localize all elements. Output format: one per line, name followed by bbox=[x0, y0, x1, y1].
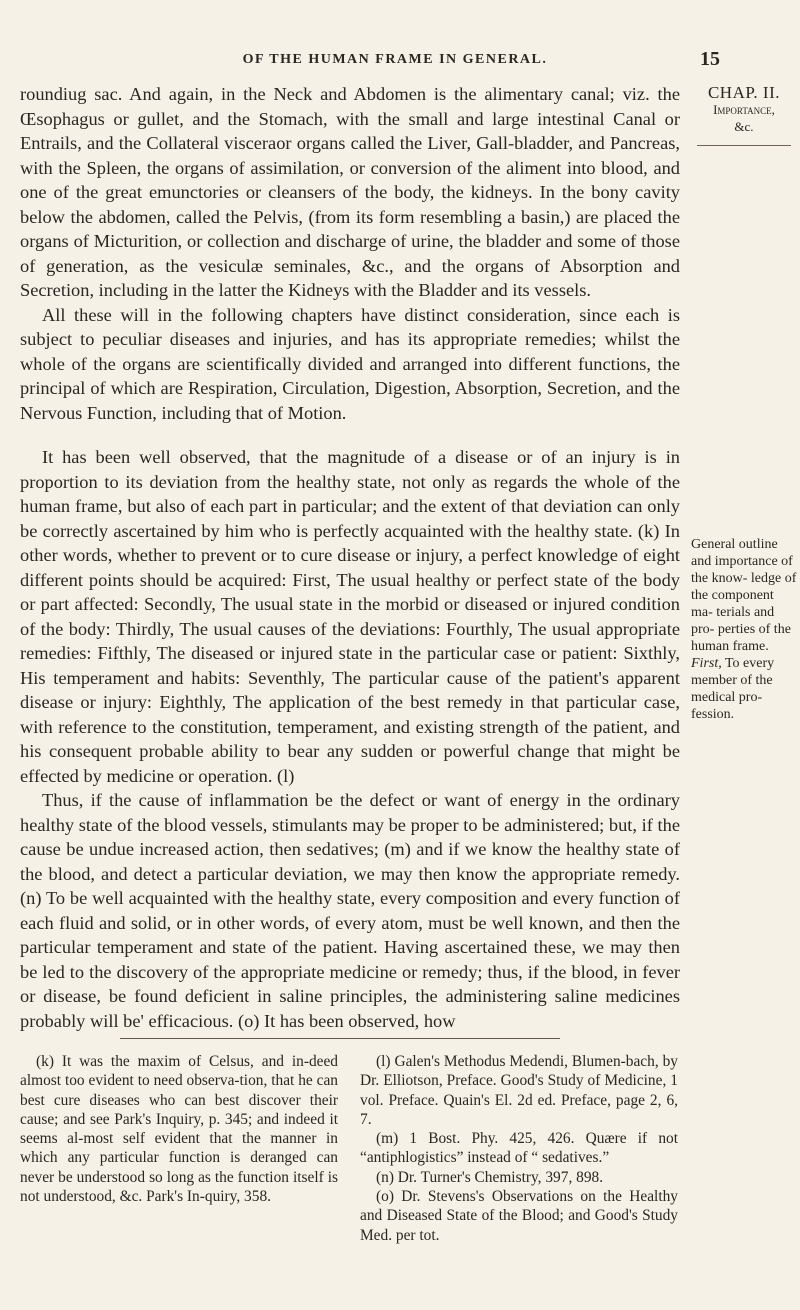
paragraph-4: Thus, if the cause of inflammation be the defect or want of energy in the ordinary healthy state of the blood vessels, stimulants may be proper to be administered; but, if the cause be undue increased action, then sedatives; (m) and if we know the healthy state of the blood, and detect a particular deviation, we may then know the appropriate remedy. (n) To be well acquainted with the healthy state, every composition and every function of each fluid and solid, or in other words, of every atom, must be well known, and then the particular temperament and state of the patient. Having ascertained these, we may then be led to the discovery of the appropriate medicine or remedy; thus, if the blood, in fever or disease, be found deficient in saline principles, the administering saline medicines probably will be' efficacious. (o) It has been observed, how bbox=[20, 790, 680, 1031]
footnotes-left bbox=[20, 1052, 338, 1206]
importance-label: Importance, bbox=[713, 102, 775, 117]
paragraph-2: All these will in the following chapters have distinct consideration, since each is subject to peculiar diseases and injuries, and has its appropriate remedies; whilst the whole of the organs are scientifically divided and arranged into different functions, the principal of which are Respiration, Circulation, Digestion, Absorption, Secretion, and the Nervous Function, including that of Motion. bbox=[20, 304, 680, 423]
margin-note-chapter bbox=[691, 84, 797, 146]
margin-rule bbox=[697, 145, 791, 146]
paragraph-3: It has been well observed, that the magnitude of a disease or of an injury is in proportion to its deviation from the healthy state, not only as regards the whole of the human frame, but also of each part in particular; and the extent of that deviation can only be correctly ascertained by him who is perfectly acquainted with the healthy state. (k) In other words, whether to prevent or to cure disease or injury, a perfect knowledge of eight different points should be acquired: First, The usual healthy or perfect state of the body or part affected: Secondly, The usual state in the morbid or diseased or injured condition of the body: Thirdly, The usual causes of the deviations: Fourthly, The usual appropriate remedies: Fifthly, The diseased or injured state in the particular case or patient: Sixthly, His temperament and habits: Seventhly, The particular cause of the patient's apparent disease or injury: Eighthly, The application of the best remedy in that particular case, with reference to the constitution, temperament, and existing strength of the patient, and his consequent probable ability to bear any sudden or powerful change that might be effected by medicine or operation. (l) bbox=[20, 447, 680, 786]
first-note-text: To every member of the medical pro- fession. bbox=[691, 656, 775, 722]
footnote-l: (l) Galen's Methodus Medendi, Blumen-bach, by Dr. Elliotson, Preface. Good's Study of Medicine, 1 vol. Preface. Quain's El. 2d ed. Preface, page 2, 6, 7. bbox=[360, 1053, 678, 1128]
first-note bbox=[691, 655, 797, 723]
page-number: 15 bbox=[700, 48, 720, 70]
footnote-k: (k) It was the maxim of Celsus, and in-deed almost too evident to need observa-tion, that he can best cure diseases who can best discover their cause; and see Park's Inquiry, p. 345; and indeed it seems al-most self evident that the manner in which any particular function is deranged can never be understood so long as the function itself is not understood, &c. Park's In-quiry, 358. bbox=[20, 1053, 338, 1206]
outline-note: General outline and importance of the know- ledge of the component ma- terials and pro- perties of the human frame. bbox=[691, 537, 797, 654]
etc-label: &c. bbox=[734, 119, 754, 134]
footnote-n: (n) Dr. Turner's Chemistry, 397, 898. bbox=[376, 1168, 604, 1186]
chapter-label: CHAP. II. bbox=[707, 83, 781, 102]
main-text bbox=[20, 82, 680, 1033]
footnotes-right bbox=[360, 1052, 678, 1245]
running-head: OF THE HUMAN FRAME IN GENERAL. bbox=[242, 52, 548, 67]
paragraph-1: roundiug sac. And again, in the Neck and Abdomen is the alimentary canal; viz. the Œsophagus or gullet, and the Stomach, with the small and large intestinal Canal or Entrails, and the Collateral visceraor organs called the Liver, Gall-bladder, and Pancreas, with the Spleen, the organs of assimilation, or conversion of the aliment into blood, and one of the great emunctories or cleansers of the body, the kidneys. In the bony cavity below the abdomen, called the Pelvis, (from its form resembling a basin,) are placed the organs of Micturition, or collection and discharge of urine, the bladder and some of those of generation, as the vesiculæ seminales, &c., and the organs of Absorption and Secretion, including in the latter the Kidneys with the Bladder and its vessels. bbox=[20, 84, 680, 300]
first-note-label: First, bbox=[691, 656, 722, 671]
footnote-o: (o) Dr. Stevens's Observations on the Healthy and Diseased State of the Blood; and Good's Study Med. per tot. bbox=[360, 1188, 678, 1244]
footnote-m: (m) 1 Bost. Phy. 425, 426. Quære if not “antiphlogistics” instead of “ sedatives.” bbox=[360, 1130, 678, 1167]
margin-note-outline bbox=[691, 536, 797, 723]
footnote-divider bbox=[120, 1038, 560, 1039]
